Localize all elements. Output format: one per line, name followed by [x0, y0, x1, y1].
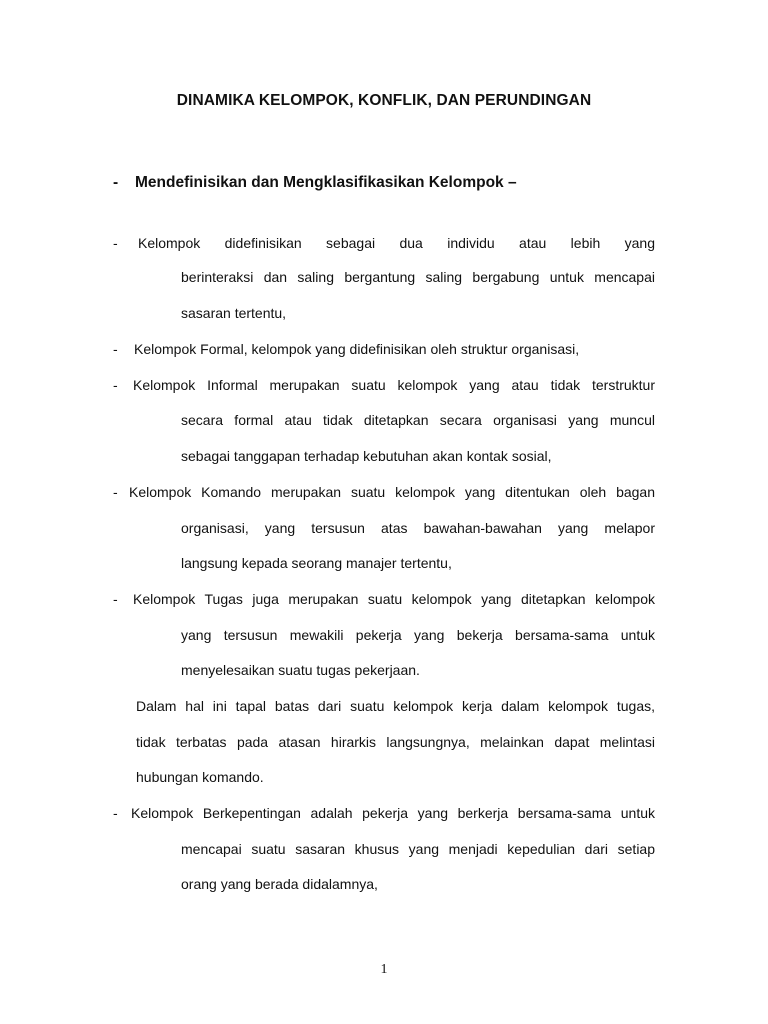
item-line: sasaran tertentu,: [181, 305, 287, 321]
bullet-dash: -: [113, 484, 118, 500]
item-line: yang tersusun mewakili pekerja yang bekerja bersama-sama untuk: [181, 627, 655, 643]
item-line: orang yang berada didalamnya,: [181, 876, 378, 892]
item-line: sebagai tanggapan terhadap kebutuhan akan kontak sosial,: [181, 448, 552, 464]
bullet-dash: -: [113, 235, 118, 251]
item-line: mencapai suatu sasaran khusus yang menjadi kepedulian dari setiap: [181, 841, 655, 857]
item-line: Kelompok didefinisikan sebagai dua individu atau lebih yang: [138, 235, 655, 251]
bullet-dash: -: [113, 805, 118, 821]
item-line: Kelompok Formal, kelompok yang didefinisikan oleh struktur organisasi,: [134, 341, 580, 357]
paragraph-line: tidak terbatas pada atasan hirarkis langsungnya, melainkan dapat melintasi: [136, 734, 655, 750]
bullet-dash: -: [113, 591, 118, 607]
document-title: DINAMIKA KELOMPOK, KONFLIK, DAN PERUNDINGAN: [176, 92, 592, 109]
heading-dash: -: [113, 174, 119, 191]
item-line: langsung kepada seorang manajer tertentu,: [181, 555, 452, 571]
item-line: organisasi, yang tersusun atas bawahan-bawahan yang melapor: [181, 520, 655, 536]
item-line: secara formal atau tidak ditetapkan secara organisasi yang muncul: [181, 412, 655, 428]
page-number: 1: [380, 962, 388, 977]
item-line: Kelompok Komando merupakan suatu kelompok yang ditentukan oleh bagan: [129, 484, 655, 500]
bullet-dash: -: [113, 377, 118, 393]
paragraph-line: Dalam hal ini tapal batas dari suatu kelompok kerja dalam kelompok tugas,: [136, 698, 655, 714]
heading-text: Mendefinisikan dan Mengklasifikasikan Kelompok –: [135, 174, 517, 191]
item-line: berinteraksi dan saling bergantung saling bergabung untuk mencapai: [181, 269, 655, 285]
item-line: Kelompok Informal merupakan suatu kelompok yang atau tidak terstruktur: [133, 377, 655, 393]
item-line: Kelompok Tugas juga merupakan suatu kelompok yang ditetapkan kelompok: [133, 591, 655, 607]
bullet-dash: -: [113, 341, 118, 357]
item-line: menyelesaikan suatu tugas pekerjaan.: [181, 662, 420, 678]
paragraph-line: hubungan komando.: [136, 769, 264, 785]
item-line: Kelompok Berkepentingan adalah pekerja yang berkerja bersama-sama untuk: [131, 805, 655, 821]
section-heading: [113, 174, 517, 192]
